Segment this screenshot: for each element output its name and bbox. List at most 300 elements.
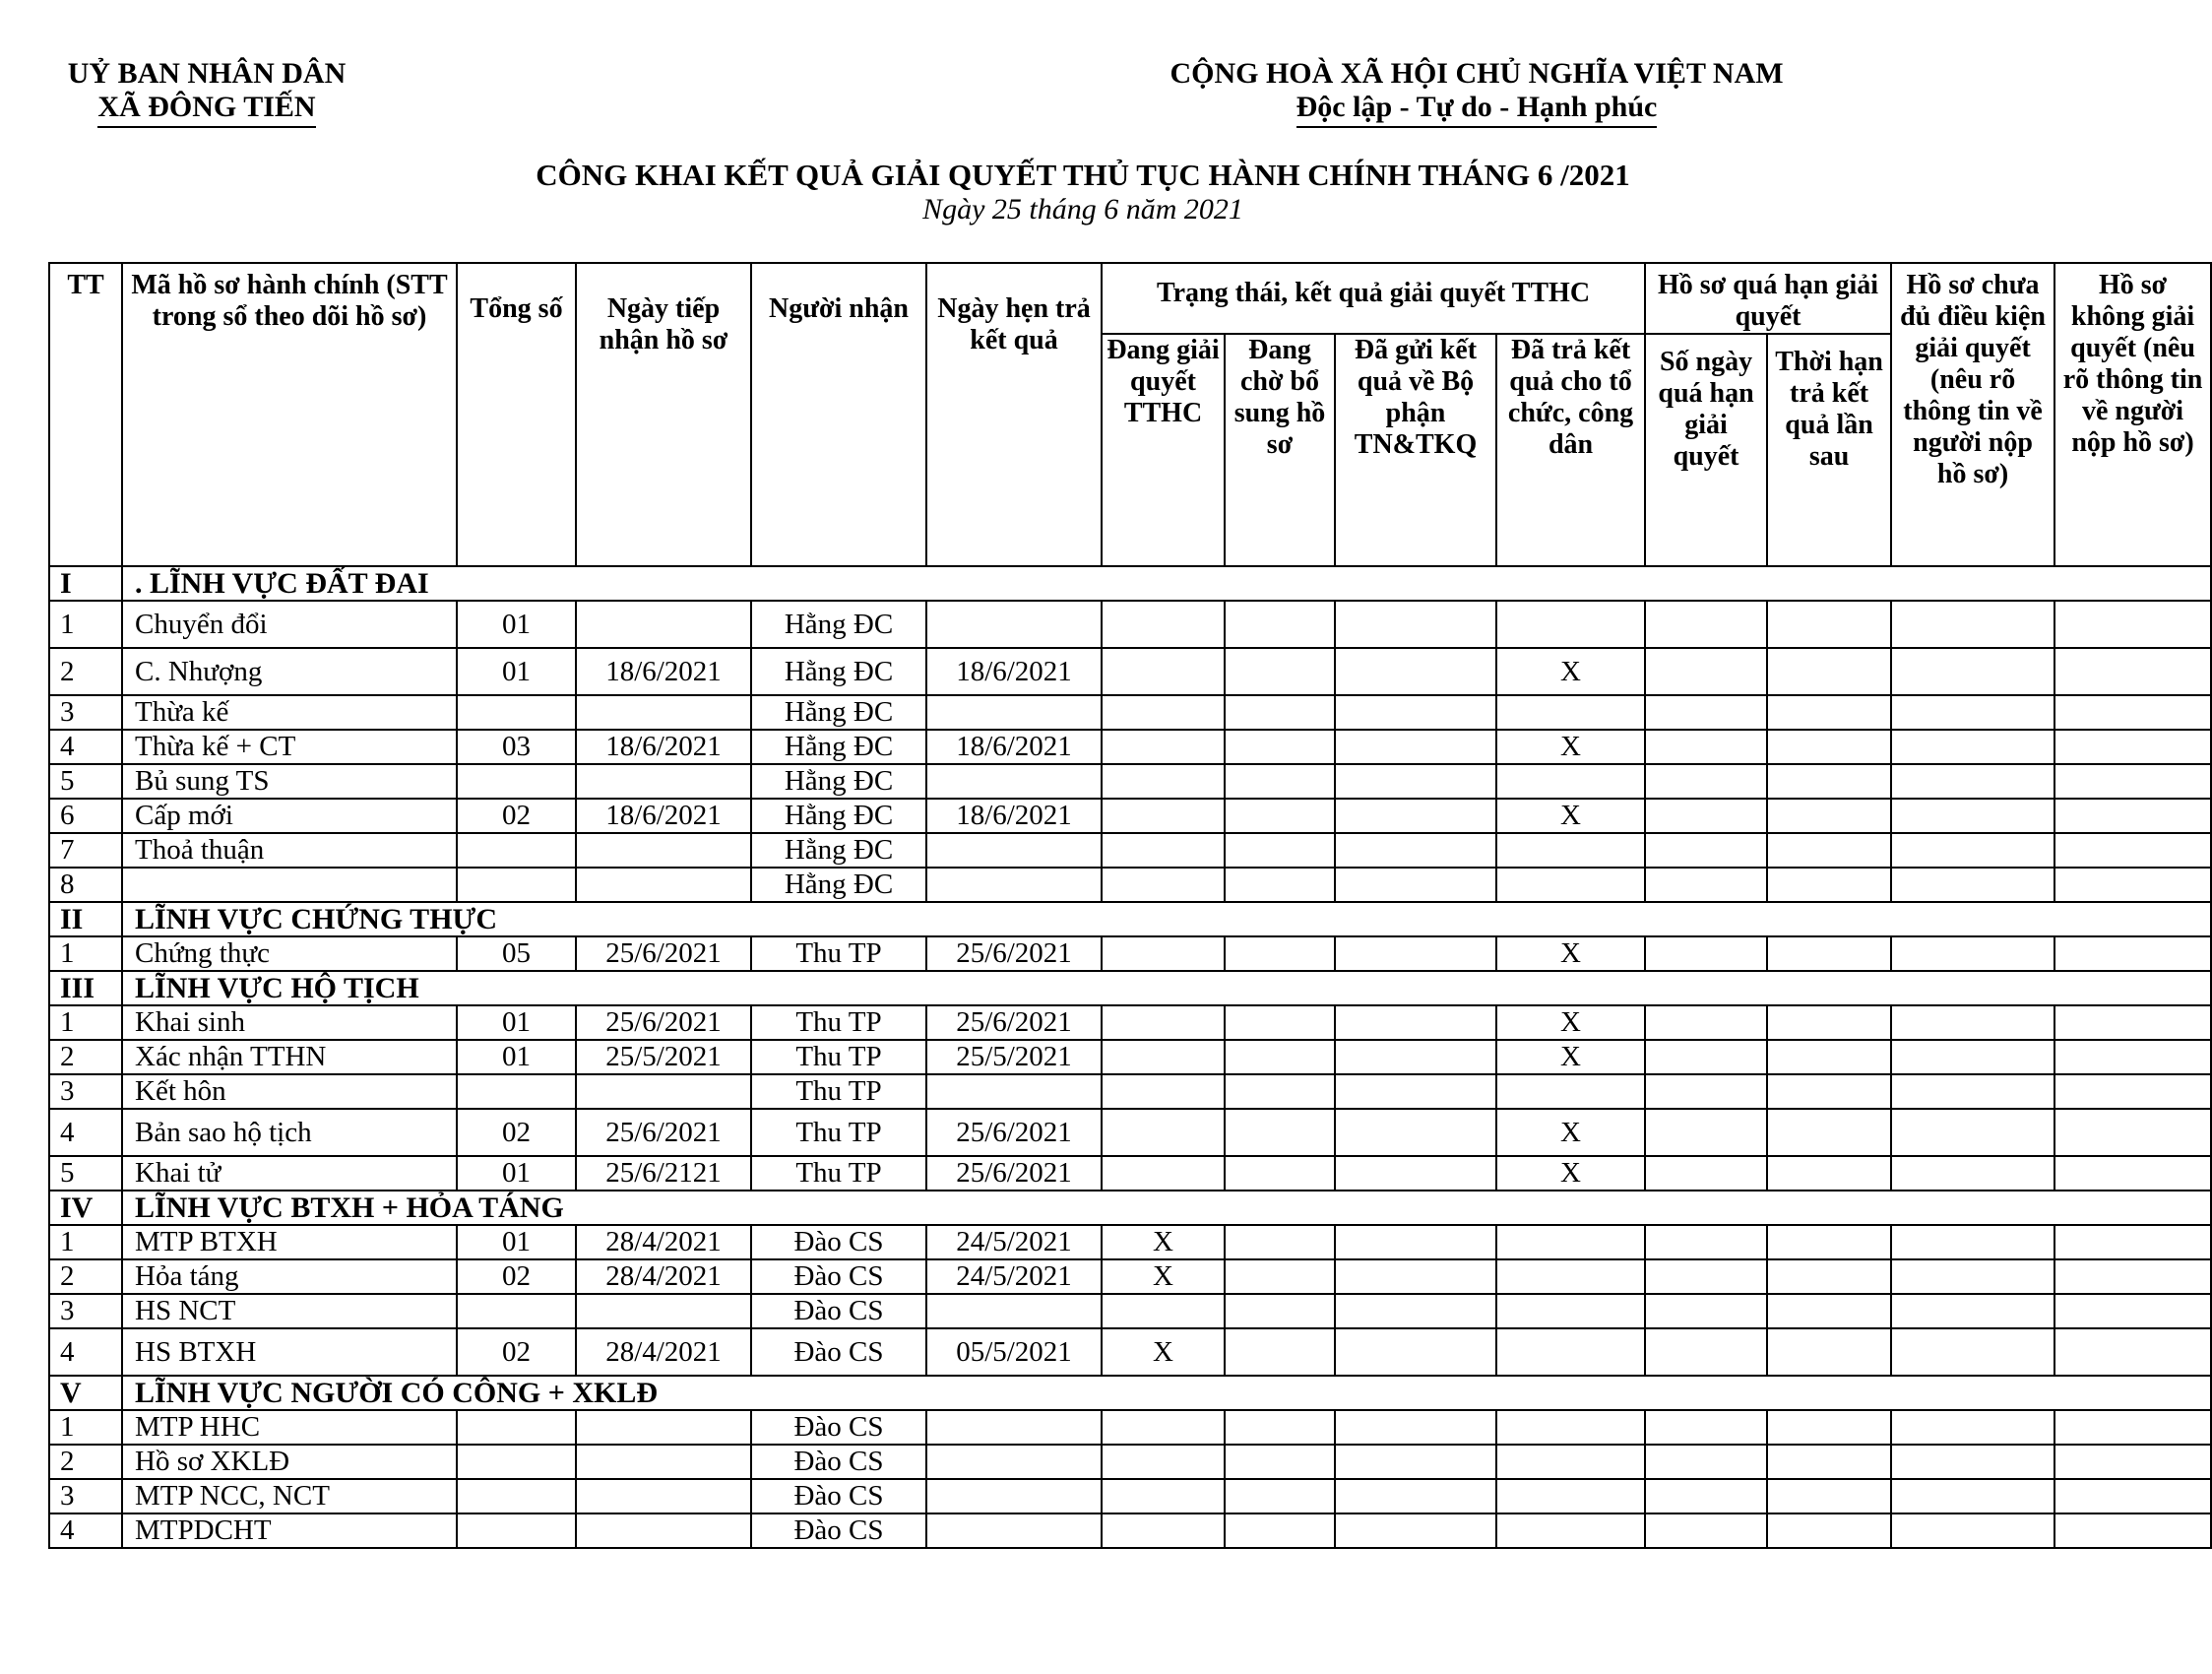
row-da-gui-ket-qua bbox=[1335, 833, 1496, 868]
row-name: Xác nhận TTHN bbox=[122, 1040, 457, 1074]
table-row bbox=[49, 1328, 2211, 1376]
row-ngay-hen bbox=[926, 1410, 1102, 1445]
row-tt: 5 bbox=[49, 1156, 122, 1191]
col-header-nguoi-nhan: Người nhận bbox=[751, 263, 926, 566]
document-date: Ngày 25 tháng 6 năm 2021 bbox=[922, 193, 1243, 225]
row-dang-cho-bo-sung bbox=[1225, 730, 1335, 764]
row-chua-du-dieu-kien bbox=[1891, 799, 2054, 833]
agency-name-line2: XÃ ĐÔNG TIẾN bbox=[97, 91, 315, 128]
row-khong-giai-quyet bbox=[2054, 1225, 2211, 1259]
row-chua-du-dieu-kien bbox=[1891, 1294, 2054, 1328]
row-ngay-tiep-nhan bbox=[576, 1410, 751, 1445]
row-chua-du-dieu-kien bbox=[1891, 1479, 2054, 1513]
row-so-ngay-qua-han bbox=[1645, 1156, 1767, 1191]
row-nguoi-nhan: Hằng ĐC bbox=[751, 730, 926, 764]
row-tt: 5 bbox=[49, 764, 122, 799]
row-chua-du-dieu-kien bbox=[1891, 601, 2054, 648]
row-thoi-han-tra bbox=[1767, 1225, 1891, 1259]
table-row bbox=[49, 764, 2211, 799]
row-dang-giai-quyet bbox=[1102, 868, 1225, 902]
row-dang-cho-bo-sung bbox=[1225, 1109, 1335, 1156]
row-da-gui-ket-qua bbox=[1335, 601, 1496, 648]
row-khong-giai-quyet bbox=[2054, 1156, 2211, 1191]
row-dang-giai-quyet bbox=[1102, 1109, 1225, 1156]
row-khong-giai-quyet bbox=[2054, 799, 2211, 833]
row-da-tra-ket-qua: X bbox=[1496, 1109, 1645, 1156]
row-tong-so bbox=[457, 1074, 576, 1109]
row-dang-giai-quyet bbox=[1102, 1040, 1225, 1074]
row-nguoi-nhan: Thu TP bbox=[751, 1074, 926, 1109]
row-so-ngay-qua-han bbox=[1645, 1005, 1767, 1040]
col-header-dang-giai-quyet: Đang giải quyết TTHC bbox=[1102, 334, 1225, 566]
table-row bbox=[49, 868, 2211, 902]
row-ngay-tiep-nhan bbox=[576, 695, 751, 730]
row-da-tra-ket-qua bbox=[1496, 833, 1645, 868]
row-ngay-hen bbox=[926, 1479, 1102, 1513]
row-ngay-hen: 05/5/2021 bbox=[926, 1328, 1102, 1376]
row-dang-giai-quyet bbox=[1102, 1445, 1225, 1479]
row-nguoi-nhan: Đào CS bbox=[751, 1513, 926, 1548]
row-dang-cho-bo-sung bbox=[1225, 1479, 1335, 1513]
col-header-ngay-tiep-nhan: Ngày tiếp nhận hồ sơ bbox=[576, 263, 751, 566]
row-tt: 1 bbox=[49, 936, 122, 971]
table-row bbox=[49, 1109, 2211, 1156]
row-dang-cho-bo-sung bbox=[1225, 1156, 1335, 1191]
row-ngay-tiep-nhan bbox=[576, 1294, 751, 1328]
row-tong-so: 01 bbox=[457, 601, 576, 648]
row-name: Bủ sung TS bbox=[122, 764, 457, 799]
row-name: HS NCT bbox=[122, 1294, 457, 1328]
row-tt: 2 bbox=[49, 1445, 122, 1479]
row-name: Hồ sơ XKLĐ bbox=[122, 1445, 457, 1479]
row-khong-giai-quyet bbox=[2054, 601, 2211, 648]
row-dang-giai-quyet bbox=[1102, 764, 1225, 799]
row-chua-du-dieu-kien bbox=[1891, 1513, 2054, 1548]
row-chua-du-dieu-kien bbox=[1891, 1109, 2054, 1156]
row-dang-giai-quyet: X bbox=[1102, 1225, 1225, 1259]
row-dang-cho-bo-sung bbox=[1225, 1410, 1335, 1445]
section-row bbox=[49, 902, 2211, 936]
row-ngay-hen bbox=[926, 1294, 1102, 1328]
row-da-tra-ket-qua bbox=[1496, 1294, 1645, 1328]
document-title: CÔNG KHAI KẾT QUẢ GIẢI QUYẾT THỦ TỤC HÀNH CHÍNH THÁNG 6 /2021 bbox=[536, 158, 1630, 192]
row-dang-cho-bo-sung bbox=[1225, 1445, 1335, 1479]
row-khong-giai-quyet bbox=[2054, 833, 2211, 868]
row-nguoi-nhan: Thu TP bbox=[751, 1040, 926, 1074]
row-khong-giai-quyet bbox=[2054, 1513, 2211, 1548]
row-thoi-han-tra bbox=[1767, 1294, 1891, 1328]
row-name: Chứng thực bbox=[122, 936, 457, 971]
row-so-ngay-qua-han bbox=[1645, 1109, 1767, 1156]
row-da-gui-ket-qua bbox=[1335, 1513, 1496, 1548]
row-tt: 1 bbox=[49, 601, 122, 648]
row-thoi-han-tra bbox=[1767, 1040, 1891, 1074]
row-so-ngay-qua-han bbox=[1645, 868, 1767, 902]
row-dang-cho-bo-sung bbox=[1225, 764, 1335, 799]
row-tong-so: 05 bbox=[457, 936, 576, 971]
row-ngay-hen: 25/6/2021 bbox=[926, 1005, 1102, 1040]
row-tt: 3 bbox=[49, 1074, 122, 1109]
row-da-tra-ket-qua: X bbox=[1496, 1156, 1645, 1191]
row-so-ngay-qua-han bbox=[1645, 936, 1767, 971]
row-so-ngay-qua-han bbox=[1645, 648, 1767, 695]
row-ngay-hen bbox=[926, 1445, 1102, 1479]
agency-header bbox=[59, 57, 354, 128]
row-ngay-tiep-nhan: 25/6/2121 bbox=[576, 1156, 751, 1191]
row-ngay-hen: 25/5/2021 bbox=[926, 1040, 1102, 1074]
row-tong-so: 02 bbox=[457, 1259, 576, 1294]
row-so-ngay-qua-han bbox=[1645, 1294, 1767, 1328]
row-khong-giai-quyet bbox=[2054, 730, 2211, 764]
row-so-ngay-qua-han bbox=[1645, 601, 1767, 648]
row-ngay-hen bbox=[926, 1074, 1102, 1109]
row-tt: 2 bbox=[49, 648, 122, 695]
row-so-ngay-qua-han bbox=[1645, 1225, 1767, 1259]
row-ngay-tiep-nhan: 28/4/2021 bbox=[576, 1328, 751, 1376]
row-name: Thoả thuận bbox=[122, 833, 457, 868]
row-tong-so bbox=[457, 833, 576, 868]
row-chua-du-dieu-kien bbox=[1891, 1156, 2054, 1191]
row-name: Thừa kế bbox=[122, 695, 457, 730]
row-dang-cho-bo-sung bbox=[1225, 601, 1335, 648]
row-dang-cho-bo-sung bbox=[1225, 695, 1335, 730]
row-thoi-han-tra bbox=[1767, 936, 1891, 971]
row-tong-so bbox=[457, 1479, 576, 1513]
row-dang-cho-bo-sung bbox=[1225, 1005, 1335, 1040]
row-dang-giai-quyet bbox=[1102, 695, 1225, 730]
table-row bbox=[49, 1445, 2211, 1479]
table-row bbox=[49, 1294, 2211, 1328]
row-dang-giai-quyet bbox=[1102, 601, 1225, 648]
row-nguoi-nhan: Đào CS bbox=[751, 1294, 926, 1328]
row-dang-giai-quyet bbox=[1102, 1005, 1225, 1040]
row-thoi-han-tra bbox=[1767, 601, 1891, 648]
row-khong-giai-quyet bbox=[2054, 1005, 2211, 1040]
row-tt: 6 bbox=[49, 799, 122, 833]
table-row bbox=[49, 1513, 2211, 1548]
section-title: LĨNH VỰC HỘ TỊCH bbox=[122, 971, 2211, 1005]
row-ngay-hen bbox=[926, 868, 1102, 902]
row-nguoi-nhan: Đào CS bbox=[751, 1479, 926, 1513]
row-ngay-tiep-nhan: 28/4/2021 bbox=[576, 1225, 751, 1259]
row-ngay-tiep-nhan bbox=[576, 1445, 751, 1479]
row-thoi-han-tra bbox=[1767, 1109, 1891, 1156]
row-dang-cho-bo-sung bbox=[1225, 1040, 1335, 1074]
row-tong-so: 01 bbox=[457, 1225, 576, 1259]
row-tt: 1 bbox=[49, 1225, 122, 1259]
row-khong-giai-quyet bbox=[2054, 1294, 2211, 1328]
row-name: Khai sinh bbox=[122, 1005, 457, 1040]
row-chua-du-dieu-kien bbox=[1891, 1074, 2054, 1109]
results-table-body bbox=[49, 566, 2211, 1548]
row-dang-cho-bo-sung bbox=[1225, 936, 1335, 971]
row-ngay-tiep-nhan bbox=[576, 1074, 751, 1109]
row-thoi-han-tra bbox=[1767, 1156, 1891, 1191]
row-thoi-han-tra bbox=[1767, 764, 1891, 799]
section-title: LĨNH VỰC BTXH + HỎA TÁNG bbox=[122, 1191, 2211, 1225]
row-name: Thừa kế + CT bbox=[122, 730, 457, 764]
row-da-gui-ket-qua bbox=[1335, 1074, 1496, 1109]
row-dang-cho-bo-sung bbox=[1225, 799, 1335, 833]
row-chua-du-dieu-kien bbox=[1891, 936, 2054, 971]
row-tong-so bbox=[457, 1513, 576, 1548]
row-da-tra-ket-qua bbox=[1496, 1328, 1645, 1376]
row-da-tra-ket-qua bbox=[1496, 1479, 1645, 1513]
table-row bbox=[49, 1005, 2211, 1040]
row-khong-giai-quyet bbox=[2054, 1109, 2211, 1156]
row-dang-cho-bo-sung bbox=[1225, 1328, 1335, 1376]
agency-name-line1: UỶ BAN NHÂN DÂN bbox=[67, 57, 347, 90]
row-tong-so bbox=[457, 1410, 576, 1445]
row-name: Kết hôn bbox=[122, 1074, 457, 1109]
row-thoi-han-tra bbox=[1767, 730, 1891, 764]
national-motto: Độc lập - Tự do - Hạnh phúc bbox=[1296, 91, 1658, 128]
col-header-trang-thai-group: Trạng thái, kết quả giải quyết TTHC bbox=[1102, 263, 1645, 334]
row-ngay-tiep-nhan: 18/6/2021 bbox=[576, 730, 751, 764]
row-da-gui-ket-qua bbox=[1335, 1445, 1496, 1479]
section-row bbox=[49, 971, 2211, 1005]
row-chua-du-dieu-kien bbox=[1891, 764, 2054, 799]
row-ngay-hen bbox=[926, 1513, 1102, 1548]
table-row bbox=[49, 799, 2211, 833]
table-row bbox=[49, 1410, 2211, 1445]
row-ngay-tiep-nhan: 18/6/2021 bbox=[576, 648, 751, 695]
row-da-gui-ket-qua bbox=[1335, 1156, 1496, 1191]
row-ngay-tiep-nhan: 25/5/2021 bbox=[576, 1040, 751, 1074]
row-dang-giai-quyet bbox=[1102, 833, 1225, 868]
row-dang-giai-quyet bbox=[1102, 730, 1225, 764]
row-da-tra-ket-qua: X bbox=[1496, 1040, 1645, 1074]
row-tt: 2 bbox=[49, 1040, 122, 1074]
row-tt: 1 bbox=[49, 1410, 122, 1445]
row-so-ngay-qua-han bbox=[1645, 1410, 1767, 1445]
row-da-tra-ket-qua: X bbox=[1496, 799, 1645, 833]
row-da-gui-ket-qua bbox=[1335, 799, 1496, 833]
row-dang-giai-quyet bbox=[1102, 648, 1225, 695]
row-ngay-hen bbox=[926, 601, 1102, 648]
row-khong-giai-quyet bbox=[2054, 1328, 2211, 1376]
row-thoi-han-tra bbox=[1767, 648, 1891, 695]
row-thoi-han-tra bbox=[1767, 695, 1891, 730]
row-da-tra-ket-qua bbox=[1496, 764, 1645, 799]
row-so-ngay-qua-han bbox=[1645, 764, 1767, 799]
row-nguoi-nhan: Hằng ĐC bbox=[751, 799, 926, 833]
row-so-ngay-qua-han bbox=[1645, 833, 1767, 868]
section-code: II bbox=[49, 902, 122, 936]
row-da-gui-ket-qua bbox=[1335, 1109, 1496, 1156]
row-tong-so bbox=[457, 695, 576, 730]
col-header-da-gui-ket-qua: Đã gửi kết quả về Bộ phận TN&TKQ bbox=[1335, 334, 1496, 566]
row-chua-du-dieu-kien bbox=[1891, 1259, 2054, 1294]
row-ngay-tiep-nhan bbox=[576, 601, 751, 648]
row-da-gui-ket-qua bbox=[1335, 1410, 1496, 1445]
row-da-gui-ket-qua bbox=[1335, 648, 1496, 695]
row-khong-giai-quyet bbox=[2054, 936, 2211, 971]
row-nguoi-nhan: Thu TP bbox=[751, 936, 926, 971]
row-da-gui-ket-qua bbox=[1335, 1479, 1496, 1513]
row-so-ngay-qua-han bbox=[1645, 1328, 1767, 1376]
row-so-ngay-qua-han bbox=[1645, 799, 1767, 833]
col-header-dang-cho-bo-sung: Đang chờ bổ sung hồ sơ bbox=[1225, 334, 1335, 566]
row-tt: 4 bbox=[49, 1328, 122, 1376]
section-row bbox=[49, 566, 2211, 601]
row-name: Bản sao hộ tịch bbox=[122, 1109, 457, 1156]
section-row bbox=[49, 1376, 2211, 1410]
table-row bbox=[49, 833, 2211, 868]
row-da-tra-ket-qua bbox=[1496, 1074, 1645, 1109]
row-da-gui-ket-qua bbox=[1335, 1294, 1496, 1328]
row-da-tra-ket-qua bbox=[1496, 601, 1645, 648]
row-da-tra-ket-qua: X bbox=[1496, 648, 1645, 695]
row-khong-giai-quyet bbox=[2054, 1074, 2211, 1109]
row-da-gui-ket-qua bbox=[1335, 730, 1496, 764]
row-chua-du-dieu-kien bbox=[1891, 868, 2054, 902]
row-khong-giai-quyet bbox=[2054, 1259, 2211, 1294]
section-title: LĨNH VỰC CHỨNG THỰC bbox=[122, 902, 2211, 936]
row-thoi-han-tra bbox=[1767, 1259, 1891, 1294]
row-dang-cho-bo-sung bbox=[1225, 1225, 1335, 1259]
row-name: HS BTXH bbox=[122, 1328, 457, 1376]
row-nguoi-nhan: Hằng ĐC bbox=[751, 764, 926, 799]
row-name: MTP NCC, NCT bbox=[122, 1479, 457, 1513]
row-ngay-tiep-nhan bbox=[576, 1513, 751, 1548]
row-khong-giai-quyet bbox=[2054, 868, 2211, 902]
col-header-ngay-hen: Ngày hẹn trả kết quả bbox=[926, 263, 1102, 566]
row-nguoi-nhan: Đào CS bbox=[751, 1328, 926, 1376]
row-nguoi-nhan: Hằng ĐC bbox=[751, 695, 926, 730]
row-thoi-han-tra bbox=[1767, 1410, 1891, 1445]
row-tong-so: 01 bbox=[457, 648, 576, 695]
row-khong-giai-quyet bbox=[2054, 695, 2211, 730]
row-chua-du-dieu-kien bbox=[1891, 1040, 2054, 1074]
row-dang-giai-quyet: X bbox=[1102, 1259, 1225, 1294]
col-header-ma-ho-so: Mã hồ sơ hành chính (STT trong sổ theo dõi hồ sơ) bbox=[122, 263, 457, 566]
row-dang-giai-quyet: X bbox=[1102, 1328, 1225, 1376]
row-tong-so bbox=[457, 1294, 576, 1328]
row-ngay-tiep-nhan: 28/4/2021 bbox=[576, 1259, 751, 1294]
row-dang-cho-bo-sung bbox=[1225, 1513, 1335, 1548]
row-ngay-hen: 18/6/2021 bbox=[926, 730, 1102, 764]
col-header-tong-so: Tổng số bbox=[457, 263, 576, 566]
section-title: LĨNH VỰC NGƯỜI CÓ CÔNG + XKLĐ bbox=[122, 1376, 2211, 1410]
row-nguoi-nhan: Thu TP bbox=[751, 1156, 926, 1191]
row-so-ngay-qua-han bbox=[1645, 1040, 1767, 1074]
row-ngay-hen: 24/5/2021 bbox=[926, 1225, 1102, 1259]
section-code: V bbox=[49, 1376, 122, 1410]
row-so-ngay-qua-han bbox=[1645, 1479, 1767, 1513]
row-chua-du-dieu-kien bbox=[1891, 648, 2054, 695]
row-tt: 4 bbox=[49, 730, 122, 764]
table-row bbox=[49, 730, 2211, 764]
row-nguoi-nhan: Hằng ĐC bbox=[751, 648, 926, 695]
row-tong-so: 02 bbox=[457, 1328, 576, 1376]
row-dang-cho-bo-sung bbox=[1225, 1259, 1335, 1294]
row-khong-giai-quyet bbox=[2054, 648, 2211, 695]
col-header-thoi-han-tra: Thời hạn trả kết quả lần sau bbox=[1767, 334, 1891, 566]
row-da-tra-ket-qua: X bbox=[1496, 936, 1645, 971]
table-row bbox=[49, 601, 2211, 648]
row-ngay-tiep-nhan bbox=[576, 868, 751, 902]
row-chua-du-dieu-kien bbox=[1891, 1005, 2054, 1040]
table-row bbox=[49, 1040, 2211, 1074]
row-name: MTP BTXH bbox=[122, 1225, 457, 1259]
table-row bbox=[49, 936, 2211, 971]
table-row bbox=[49, 695, 2211, 730]
row-dang-giai-quyet bbox=[1102, 1479, 1225, 1513]
row-nguoi-nhan: Thu TP bbox=[751, 1109, 926, 1156]
row-tt: 4 bbox=[49, 1109, 122, 1156]
row-tong-so: 01 bbox=[457, 1005, 576, 1040]
row-dang-cho-bo-sung bbox=[1225, 833, 1335, 868]
table-row bbox=[49, 1479, 2211, 1513]
table-row bbox=[49, 648, 2211, 695]
row-nguoi-nhan: Hằng ĐC bbox=[751, 868, 926, 902]
row-tong-so bbox=[457, 764, 576, 799]
row-chua-du-dieu-kien bbox=[1891, 1445, 2054, 1479]
row-ngay-tiep-nhan: 25/6/2021 bbox=[576, 1005, 751, 1040]
row-so-ngay-qua-han bbox=[1645, 1259, 1767, 1294]
row-tt: 1 bbox=[49, 1005, 122, 1040]
row-chua-du-dieu-kien bbox=[1891, 1225, 2054, 1259]
row-tong-so: 03 bbox=[457, 730, 576, 764]
row-ngay-tiep-nhan: 25/6/2021 bbox=[576, 936, 751, 971]
row-khong-giai-quyet bbox=[2054, 1445, 2211, 1479]
row-tt: 4 bbox=[49, 1513, 122, 1548]
row-da-gui-ket-qua bbox=[1335, 695, 1496, 730]
table-row bbox=[49, 1259, 2211, 1294]
row-name: MTP HHC bbox=[122, 1410, 457, 1445]
row-ngay-hen: 24/5/2021 bbox=[926, 1259, 1102, 1294]
row-name: Khai tử bbox=[122, 1156, 457, 1191]
row-da-gui-ket-qua bbox=[1335, 868, 1496, 902]
row-ngay-hen bbox=[926, 833, 1102, 868]
row-name bbox=[122, 868, 457, 902]
row-name: Hỏa táng bbox=[122, 1259, 457, 1294]
row-thoi-han-tra bbox=[1767, 1513, 1891, 1548]
row-da-tra-ket-qua bbox=[1496, 1410, 1645, 1445]
row-ngay-tiep-nhan bbox=[576, 1479, 751, 1513]
row-name: Cấp mới bbox=[122, 799, 457, 833]
row-chua-du-dieu-kien bbox=[1891, 1328, 2054, 1376]
row-so-ngay-qua-han bbox=[1645, 1513, 1767, 1548]
row-da-tra-ket-qua bbox=[1496, 1445, 1645, 1479]
section-title: . LĨNH VỰC ĐẤT ĐAI bbox=[122, 566, 2211, 601]
row-ngay-hen: 25/6/2021 bbox=[926, 1109, 1102, 1156]
row-ngay-tiep-nhan: 18/6/2021 bbox=[576, 799, 751, 833]
table-row bbox=[49, 1074, 2211, 1109]
row-thoi-han-tra bbox=[1767, 868, 1891, 902]
national-header bbox=[1083, 57, 1870, 128]
row-tong-so: 02 bbox=[457, 1109, 576, 1156]
row-ngay-hen: 18/6/2021 bbox=[926, 648, 1102, 695]
row-tong-so bbox=[457, 1445, 576, 1479]
row-da-gui-ket-qua bbox=[1335, 1259, 1496, 1294]
row-tong-so: 02 bbox=[457, 799, 576, 833]
row-so-ngay-qua-han bbox=[1645, 1445, 1767, 1479]
row-dang-giai-quyet bbox=[1102, 1410, 1225, 1445]
row-dang-giai-quyet bbox=[1102, 1294, 1225, 1328]
row-da-tra-ket-qua bbox=[1496, 1259, 1645, 1294]
row-thoi-han-tra bbox=[1767, 1074, 1891, 1109]
row-nguoi-nhan: Thu TP bbox=[751, 1005, 926, 1040]
row-nguoi-nhan: Đào CS bbox=[751, 1410, 926, 1445]
row-ngay-hen: 25/6/2021 bbox=[926, 936, 1102, 971]
row-dang-cho-bo-sung bbox=[1225, 1074, 1335, 1109]
row-ngay-hen: 25/6/2021 bbox=[926, 1156, 1102, 1191]
row-tt: 2 bbox=[49, 1259, 122, 1294]
results-table bbox=[48, 262, 2212, 1549]
row-tt: 3 bbox=[49, 1479, 122, 1513]
